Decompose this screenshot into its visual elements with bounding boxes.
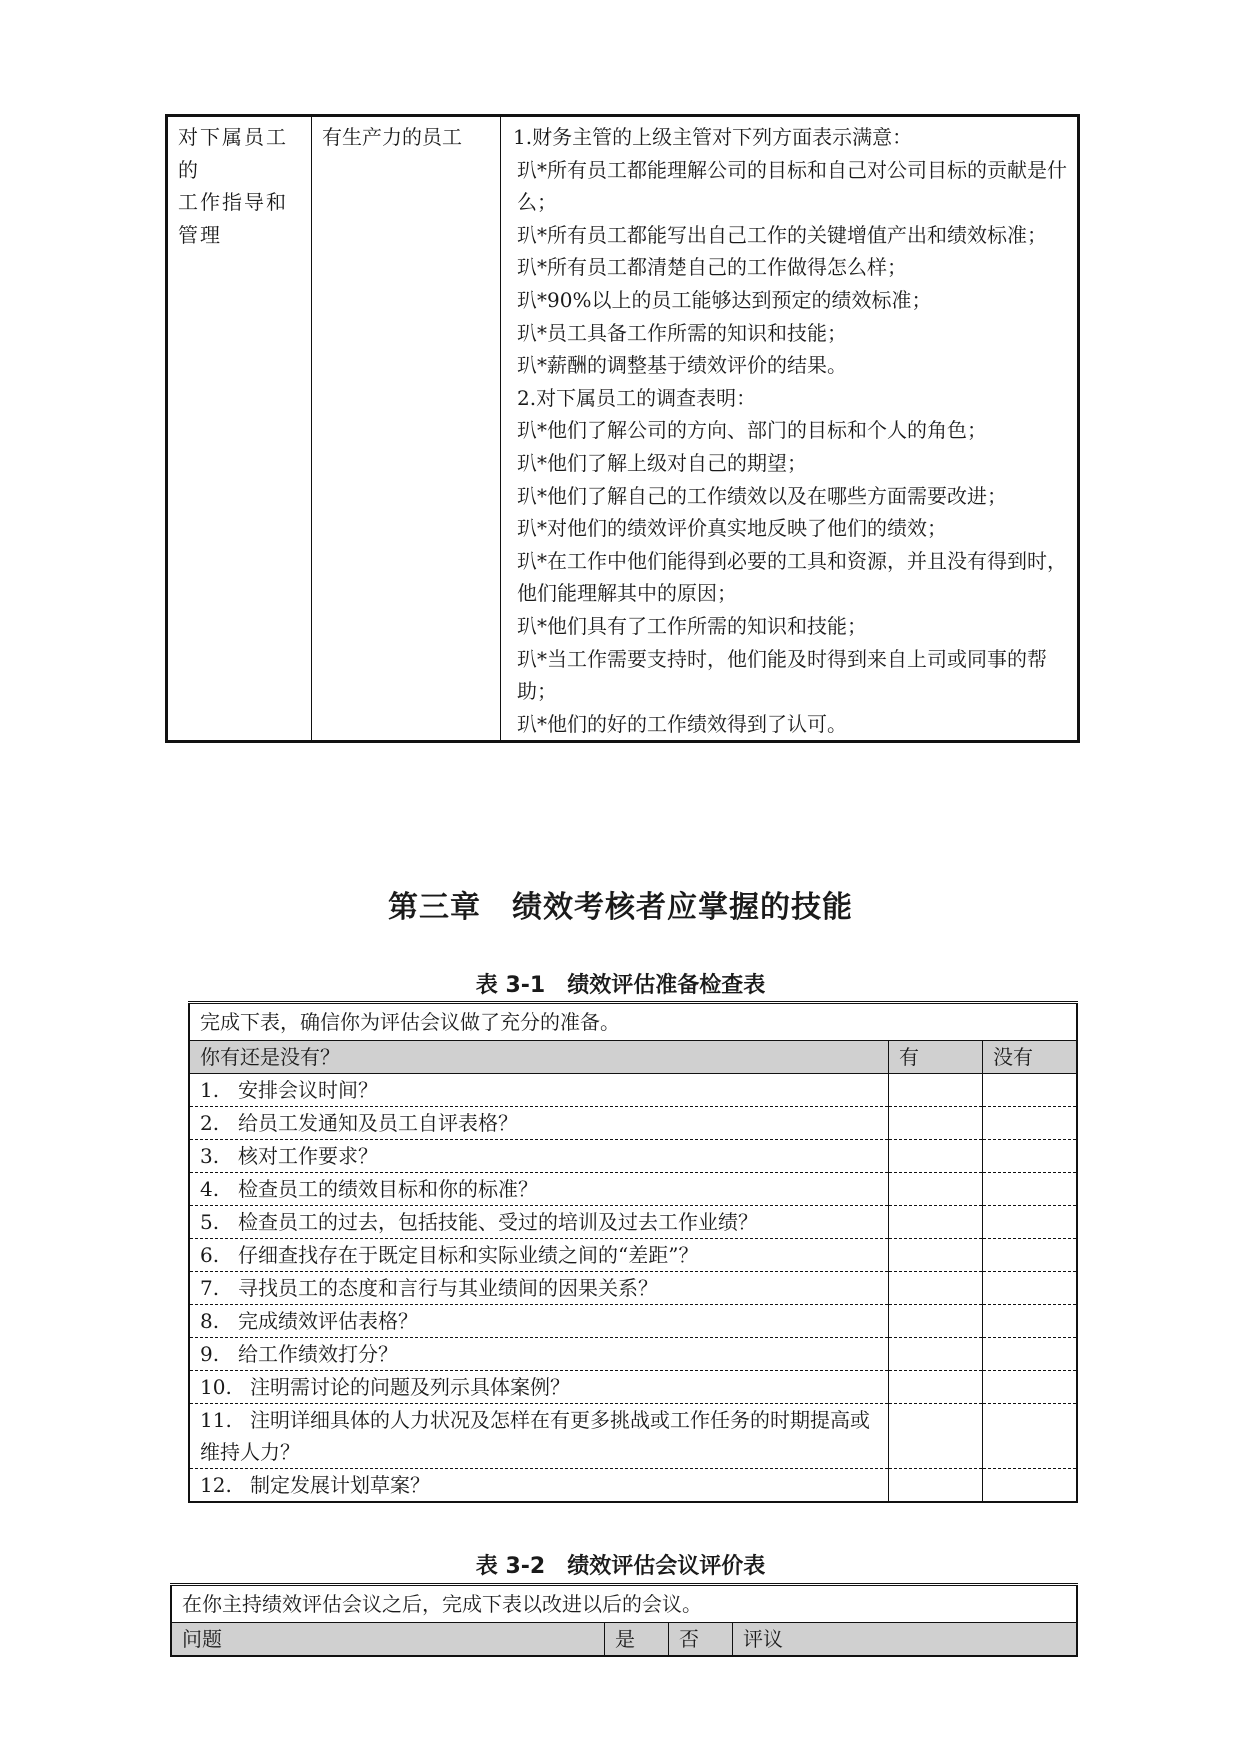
checkbox-yes[interactable]	[889, 1107, 983, 1140]
checkbox-yes[interactable]	[889, 1074, 983, 1107]
table-row: 5. 检查员工的过去，包括技能、受过的培训及过去工作业绩？	[189, 1206, 1077, 1239]
criteria-line: 1.财务主管的上级主管对下列方面表示满意：	[513, 125, 913, 149]
checkbox-yes[interactable]	[889, 1469, 983, 1503]
criteria-line: 玐*所有员工都能写出自己工作的关键增值产出和绩效标准；	[517, 222, 1047, 247]
criteria-line: 玐*他们的好的工作绩效得到了认可。	[517, 711, 847, 736]
table31-intro: 完成下表，确信你为评估会议做了充分的准备。	[189, 1003, 1077, 1041]
table31-caption: 表 3-1 绩效评估准备检查表	[475, 973, 766, 998]
table-row: 9. 给工作绩效打分？	[189, 1338, 1077, 1371]
criteria-line: 玐*他们具有了工作所需的知识和技能；	[517, 613, 867, 638]
checkbox-yes[interactable]	[889, 1140, 983, 1173]
criteria-line: 玐*所有员工都能理解公司的目标和自己对公司目标的贡献是什么；	[517, 157, 1067, 215]
checkbox-no[interactable]	[983, 1107, 1078, 1140]
checkbox-no[interactable]	[983, 1371, 1078, 1404]
preparation-checklist-table	[188, 1001, 1078, 1503]
criteria-line: 玐*他们了解上级对自己的期望；	[517, 450, 807, 475]
criteria-line: 玐*薪酬的调整基于绩效评价的结果。	[517, 353, 847, 378]
header-question: 问题	[171, 1623, 605, 1657]
checkbox-no[interactable]	[983, 1140, 1078, 1173]
top-table	[165, 114, 1080, 743]
chapter-title: 第三章 绩效考核者应掌握的技能	[388, 890, 853, 925]
header-comment: 评议	[733, 1623, 1078, 1657]
checkbox-no[interactable]	[983, 1404, 1078, 1469]
checkbox-yes[interactable]	[889, 1173, 983, 1206]
checkbox-yes[interactable]	[889, 1338, 983, 1371]
criteria-line: 玐*所有员工都清楚自己的工作做得怎么样；	[517, 255, 907, 280]
table-row: 2. 给员工发通知及员工自评表格？	[189, 1107, 1077, 1140]
table-row: 10. 注明需讨论的问题及列示具体案例？	[189, 1371, 1077, 1404]
table-row: 3. 核对工作要求？	[189, 1140, 1077, 1173]
header-yes: 是	[605, 1623, 669, 1657]
meeting-evaluation-table	[170, 1583, 1078, 1657]
criteria-line: 玐*员工具备工作所需的知识和技能；	[517, 320, 847, 345]
table-row: 6. 仔细查找存在于既定目标和实际业绩之间的“差距”？	[189, 1239, 1077, 1272]
criteria-line: 玐*当工作需要支持时，他们能及时得到来自上司或同事的帮助；	[517, 646, 1047, 704]
checkbox-no[interactable]	[983, 1338, 1078, 1371]
table-row: 11. 注明详细具体的人力状况及怎样在有更多挑战或工作任务的时期提高或维持人力？	[189, 1404, 1077, 1469]
top-table-criteria	[501, 116, 1079, 742]
top-table-category: 对下属员工的 工作指导和管理	[178, 125, 288, 247]
checkbox-no[interactable]	[983, 1239, 1078, 1272]
table32-intro: 在你主持绩效评估会议之后，完成下表以改进以后的会议。	[171, 1585, 1077, 1623]
checkbox-yes[interactable]	[889, 1239, 983, 1272]
checkbox-yes[interactable]	[889, 1404, 983, 1469]
checkbox-yes[interactable]	[889, 1206, 983, 1239]
table-row: 7. 寻找员工的态度和言行与其业绩间的因果关系？	[189, 1272, 1077, 1305]
checkbox-no[interactable]	[983, 1173, 1078, 1206]
table32-caption: 表 3-2 绩效评估会议评价表	[475, 1554, 766, 1579]
header-no: 否	[669, 1623, 733, 1657]
checkbox-no[interactable]	[983, 1272, 1078, 1305]
checkbox-yes[interactable]	[889, 1305, 983, 1338]
table-row: 1. 安排会议时间？	[189, 1074, 1077, 1107]
header-no: 没有	[983, 1041, 1078, 1074]
criteria-line: 玐*他们了解自己的工作绩效以及在哪些方面需要改进；	[517, 483, 1007, 508]
table-row: 8. 完成绩效评估表格？	[189, 1305, 1077, 1338]
header-yes: 有	[889, 1041, 983, 1074]
criteria-line: 玐*90%以上的员工能够达到预定的绩效标准；	[517, 287, 932, 312]
checkbox-yes[interactable]	[889, 1272, 983, 1305]
checkbox-no[interactable]	[983, 1305, 1078, 1338]
checkbox-no[interactable]	[983, 1074, 1078, 1107]
criteria-line: 玐*对他们的绩效评价真实地反映了他们的绩效；	[517, 516, 947, 541]
checkbox-no[interactable]	[983, 1469, 1078, 1503]
criteria-line: 玐*他们了解公司的方向、部门的目标和个人的角色；	[517, 418, 987, 443]
table-row: 12. 制定发展计划草案？	[189, 1469, 1077, 1503]
top-table-subject: 有生产力的员工	[312, 116, 501, 742]
checkbox-no[interactable]	[983, 1206, 1078, 1239]
criteria-line: 玐*在工作中他们能得到必要的工具和资源，并且没有得到时，他们能理解其中的原因；	[517, 548, 1067, 606]
criteria-line: 2.对下属员工的调查表明：	[517, 385, 757, 410]
checkbox-yes[interactable]	[889, 1371, 983, 1404]
header-question: 你有还是没有？	[189, 1041, 889, 1074]
table-row: 4. 检查员工的绩效目标和你的标准？	[189, 1173, 1077, 1206]
